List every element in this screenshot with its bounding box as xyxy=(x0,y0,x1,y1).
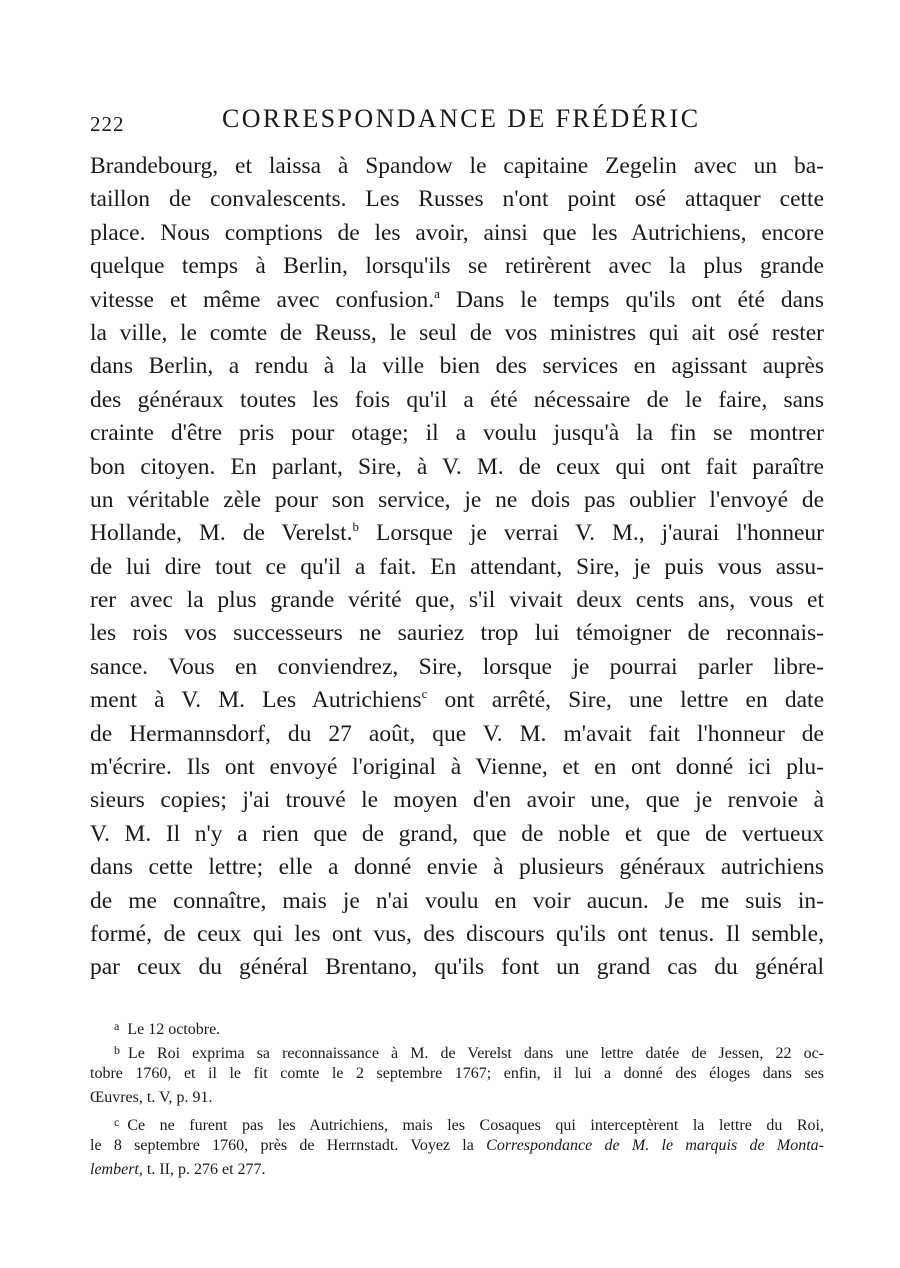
body-line: des généraux toutes les fois qu'il a été nécessaire de le faire, sans xyxy=(90,386,824,413)
footnote-b-line: Œuvres, t. V, p. 91. xyxy=(90,1089,213,1106)
footnote-marker-a: a xyxy=(434,285,440,301)
body-line: de lui dire tout ce qu'il a fait. En attendant, Sire, je puis vous assu- xyxy=(90,553,824,580)
footnote-a: $^a$ Le 12 octobre. xyxy=(114,1019,221,1038)
body-line: V. M. Il n'y a rien que de grand, que de noble et que de vertueux xyxy=(90,820,824,847)
footnote-b-line: tobre 1760, et il le fit comte le 2 septembre 1767; enfin, il lui a donné des éloges dans ses xyxy=(90,1065,824,1082)
body-line: vitesse et même avec confusion.$^a$ Dans le temps qu'ils ont été dans xyxy=(90,285,825,313)
footnote-marker-c: c xyxy=(421,686,428,702)
body-line: taillon de convalescents. Les Russes n'ont point osé attaquer cette xyxy=(90,186,824,213)
page-header xyxy=(90,104,824,140)
footnote-c-line: lembert, t. II, p. 276 et 277. xyxy=(90,1161,266,1178)
body-line: quelque temps à Berlin, lorsqu'ils se retirèrent avec la plus grande xyxy=(90,253,824,280)
footnote-c: $^c$ Ce ne furent pas les Autrichiens, mais les Cosaques qui interceptèrent la lettre du Roi, xyxy=(114,1115,824,1134)
body-line: ment à V. M. Les Autrichiens$^c$ ont arrêté, Sire, une lettre en date xyxy=(90,686,825,714)
body-line: de me connaître, mais je n'ai voulu en voir aucun. Je me suis in- xyxy=(90,887,824,914)
body-line: dans cette lettre; elle a donné envie à plusieurs généraux autrichiens xyxy=(90,854,824,881)
body-line: m'écrire. Ils ont envoyé l'original à Vienne, et en ont donné ici plu- xyxy=(90,754,824,781)
body-line: sance. Vous en conviendrez, Sire, lorsque je pourrai parler libre- xyxy=(90,653,824,680)
body-line: rer avec la plus grande vérité que, s'il vivait deux cents ans, vous et xyxy=(90,587,824,614)
body-line: Hollande, M. de Verelst.$^b$ Lorsque je verrai V. M., j'aurai l'honneur xyxy=(90,519,824,547)
footnote-marker-b: b xyxy=(352,519,360,535)
page-number: 222 xyxy=(90,112,125,136)
body-line: la ville, le comte de Reuss, le seul de vos ministres qui ait osé rester xyxy=(90,319,824,346)
footnotes xyxy=(90,1014,824,1182)
footnote-c-line: le 8 septembre 1760, près de Herrnstadt. Voyez la Correspondance de M. le marquis de Monta- xyxy=(90,1137,824,1154)
body-line: par ceux du général Brentano, qu'ils font un grand cas du général xyxy=(90,954,824,981)
body-line: place. Nous comptions de les avoir, ainsi que les Autrichiens, encore xyxy=(90,219,824,246)
footnote-b: $^b$ Le Roi exprima sa reconnaissance à M. de Verelst dans une lettre datée de Jessen, 22 oc- xyxy=(114,1043,824,1062)
body-line: les rois vos successeurs ne sauriez trop lui témoigner de reconnais- xyxy=(90,620,824,647)
body-line: de Hermannsdorf, du 27 août, que V. M. m'avait fait l'honneur de xyxy=(90,720,824,747)
body-text xyxy=(90,150,824,985)
body-line: un véritable zèle pour son service, je ne dois pas oublier l'envoyé de xyxy=(90,486,824,513)
running-title: CORRESPONDANCE DE FRÉDÉRIC xyxy=(222,104,701,133)
body-line: sieurs copies; j'ai trouvé le moyen d'en avoir une, que je renvoie à xyxy=(90,787,824,814)
body-line: formé, de ceux qui les ont vus, des discours qu'ils ont tenus. Il semble, xyxy=(90,920,824,947)
body-line: bon citoyen. En parlant, Sire, à V. M. de ceux qui ont fait paraître xyxy=(90,453,824,480)
body-line: Brandebourg, et laissa à Spandow le capitaine Zegelin avec un ba- xyxy=(90,153,824,179)
body-line: dans Berlin, a rendu à la ville bien des services en agissant auprès xyxy=(90,353,824,380)
body-line: crainte d'être pris pour otage; il a voulu jusqu'à la fin se montrer xyxy=(90,420,824,447)
